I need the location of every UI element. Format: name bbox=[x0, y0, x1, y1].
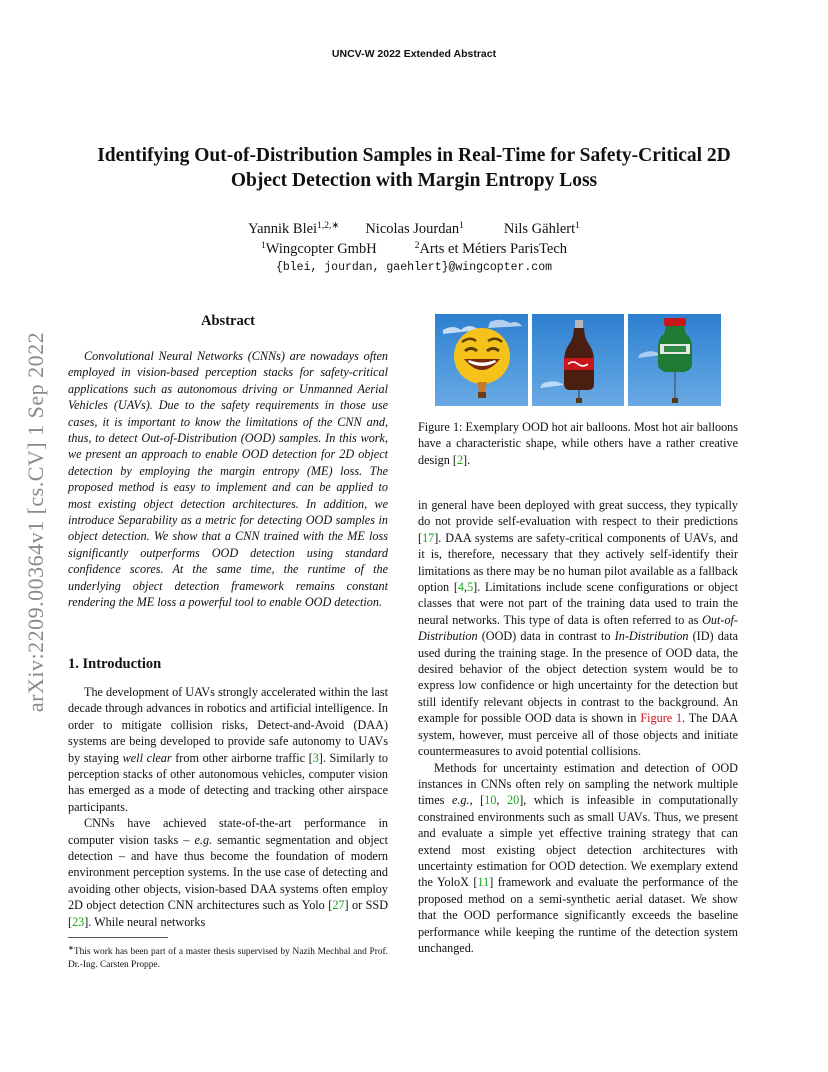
author-emails: {blei, jourdan, gaehlert}@wingcopter.com bbox=[275, 261, 553, 274]
abstract-heading: Abstract bbox=[201, 313, 255, 329]
conference-header: UNCV-W 2022 Extended Abstract bbox=[331, 48, 497, 60]
citation-link[interactable]: 3 bbox=[312, 750, 319, 765]
introduction-left-column bbox=[68, 684, 388, 930]
figure-1-caption: Figure 1: Exemplary OOD hot air balloons. Most hot air balloons have a characteristic shape, while others have a rather creative design [2]. bbox=[418, 420, 738, 467]
arxiv-stamp: arXiv:2209.00364v1 [cs.CV] 1 Sep 2022 bbox=[23, 331, 48, 713]
title-line-1: Identifying Out-of-Distribution Samples in Real-Time for Safety-Critical 2D bbox=[97, 145, 731, 166]
affiliation-1: $^1$Wingcopter GmbH bbox=[260, 241, 377, 257]
citation-link[interactable]: 27 bbox=[332, 898, 345, 913]
figure-reference-link[interactable]: Figure 1 bbox=[640, 711, 683, 726]
intro-paragraph-2: CNNs have achieved state-of-the-art performance in computer vision tasks – e.g. semantic segmentation and object detection – and have thus become the foundation of modern environment perception systems. In the use case of detecting and avoiding other objects, vision-based DAA systems often employ 2D object detection CNN architectures such as Yolo [27] or SSD [23]. While neural networks bbox=[68, 816, 388, 929]
affiliations bbox=[0, 239, 828, 259]
smiley-balloon-image bbox=[435, 314, 528, 406]
footnote-divider bbox=[68, 937, 168, 938]
bottle-balloon-icon bbox=[532, 314, 625, 406]
citation-link[interactable]: 23 bbox=[72, 914, 85, 929]
author-names bbox=[0, 219, 828, 239]
paper-title bbox=[60, 143, 768, 193]
intro-paragraph-1: The development of UAVs strongly accelerated within the last decade through advances in robotics and artificial intelligence. In order to mitigate collision risks, Detect-and-Avoid (DAA) systems are being developed to provide safe autonomy to UAVs by staying well clear from other airborne traffic [3]. Similarly to perception stacks of other autonomous vehicles, computer vision has emerged as a mode of detecting and tracking other airspace participants. bbox=[68, 685, 388, 814]
introduction-heading: 1. Introduction bbox=[68, 656, 162, 672]
author-2: Nicolas Jourdan$^1$ bbox=[365, 221, 464, 237]
author-block bbox=[0, 219, 828, 259]
footnote: ∗This work has been part of a master thesis supervised by Nazih Mechbal and Prof. Dr.-Ing. Carsten Proppe. bbox=[68, 944, 388, 970]
introduction-right-column bbox=[418, 497, 738, 956]
intro-paragraph-3: in general have been deployed with great success, they typically do not provide self-evaluation with respect to their predictions [17]. DAA systems are safety-critical components of UAVs, and it is, therefore, necessary that they actively self-identify their limitations as there may be no human pilot available as a fallback option [4,5]. Limitations include scene configurations or object classes that were not part of the training data used to train the neural networks. This type of data is often referred to as Out-of-Distribution (OOD) data in contrast to In-Distribution (ID) data used during the training stage. In the presence of OOD data, the desired behavior of the object detection system would be to express low confidence or high uncertainty for the detection but still identify relevant objects in contrast to the background. An example for possible OOD data is shown in Figure 1. The DAA system, however, must perceive all of those objects and initiate countermeasures to avoid potential collisions. bbox=[418, 498, 738, 759]
citation-link[interactable]: 17 bbox=[422, 530, 435, 545]
green-bottle-balloon-image bbox=[628, 314, 721, 406]
figure-1 bbox=[435, 314, 721, 406]
bottle-balloon-image bbox=[532, 314, 625, 406]
citation-link[interactable]: 11 bbox=[477, 875, 490, 890]
citation-link[interactable]: 2 bbox=[456, 452, 464, 467]
title-line-2: Object Detection with Margin Entropy Loss bbox=[230, 170, 598, 191]
author-1: Yannik Blei$^{1,2,∗}$ bbox=[248, 221, 340, 237]
green-bottle-balloon-icon bbox=[628, 314, 721, 406]
abstract-text: Convolutional Neural Networks (CNNs) are nowadays often employed in vision-based perception stacks for safety-critical applications such as autonomous driving or Unmanned Aerial Vehicles (UAVs). Due to the safety requirements in those use cases, it is important to know the limitations of the CNN and, thus, to detect Out-of-Distribution (OOD) samples. In this work, we present an approach to enable OOD detection for 2D object detection by employing the margin entropy (ME) loss. The proposed method is easy to implement and can be applied to most existing object detection architectures. In addition, we introduce Separability as a metric for detecting OOD samples in object detection. We show that a CNN trained with the ME loss significantly outperforms OOD detection using standard confidence scores. At the same time, the runtime of the underlying object detection framework remains constant rendering the ME loss a powerful tool to enable OOD detection. bbox=[68, 349, 388, 610]
citation-link[interactable]: 10 bbox=[484, 793, 497, 808]
intro-paragraph-4: Methods for uncertainty estimation and detection of OOD instances in CNNs often rely on sampling the network multiple times e.g., [10, 20], which is infeasible in computationally constrained environments such as small UAVs. Thus, we present and evaluate a simple yet effective training strategy that can extend most existing object detection architectures with uncertainty estimation for OOD detection. We exemplary extend the YoloX [11] framework and evaluate the performance of the proposed method on a semi-synthetic aerial dataset. We show that the OOD performance significantly exceeds the baseline performance while keeping the runtime of the detection system unchanged. bbox=[418, 760, 738, 955]
author-3: Nils Gählert$^1$ bbox=[503, 221, 580, 237]
citation-link[interactable]: 20 bbox=[507, 793, 520, 808]
smiley-balloon-icon bbox=[435, 314, 528, 406]
affiliation-2: $^2$Arts et Métiers ParisTech bbox=[414, 241, 568, 257]
citation-link[interactable]: 4 bbox=[457, 580, 465, 595]
citation-link[interactable]: 5 bbox=[467, 580, 474, 595]
